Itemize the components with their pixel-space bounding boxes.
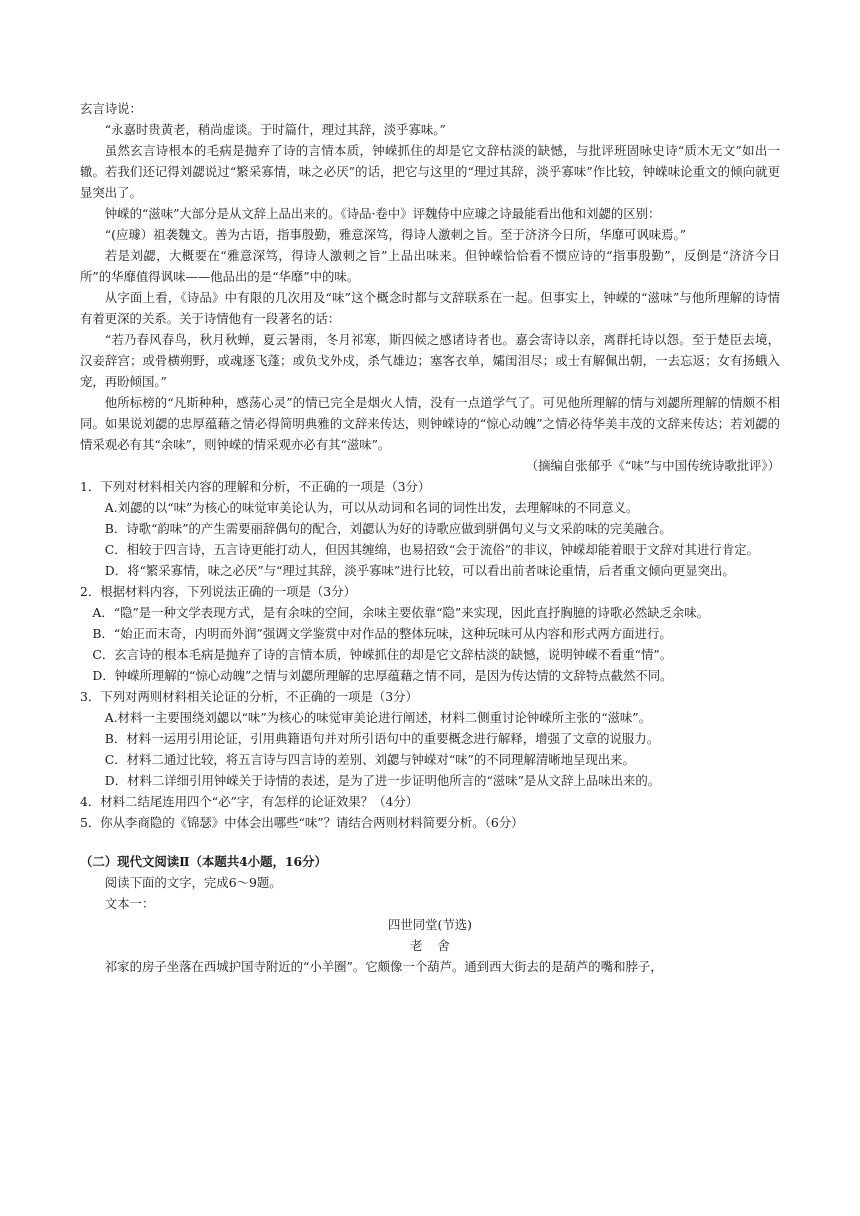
quotation: “(应璩）祖袭魏文。善为古语，指事殷勤，雅意深笃，得诗人激刺之旨。至于济济今日所，华靡可讽味焉。” [104, 227, 687, 242]
option-2a: A．“隐”是一种文学表现方式，是有余味的空间，余味主要依靠“隐”来实现，因此直抒胸臆的诗歌必然缺乏余味。 [92, 605, 710, 620]
text-label: 文本一： [104, 896, 155, 911]
question-1-stem: 1．下列对材料相关内容的理解和分析，不正确的一项是（3分） [80, 479, 431, 494]
paragraph: 钟嵘的“滋味”大部分是从文辞上品出来的。《诗品·卷中》评魏侍中应璩之诗最能看出他和刘勰的区别： [104, 206, 661, 221]
question-5: 5．你从李商隐的《锦瑟》中体会出哪些“味”？请结合两则材料简要分析。（6分） [80, 815, 524, 830]
question-3-stem: 3．下列对两则材料相关论证的分析，不正确的一项是（3分） [80, 689, 418, 704]
spacer [80, 833, 780, 851]
option-2c: C．玄言诗的根本毛病是抛弃了诗的言情本质，钟嵘抓住的却是它文辞枯淡的缺憾，说明钟嵘不看重“情”。 [92, 647, 673, 662]
quotation: “若乃春风春鸟，秋月秋蝉，夏云暑雨，冬月祁寒，斯四候之感诸诗者也。嘉会寄诗以亲，离群托诗以怨。至于楚臣去境，汉妾辞宫；或骨横朔野，或魂逐飞蓬；或负戈外戍，杀气雄边；塞客衣单，孀闺泪尽；或士有解佩出朝，一去忘返；女有扬蛾入宠，再盼倾国。” [80, 332, 780, 389]
paragraph: 虽然玄言诗根本的毛病是抛弃了诗的言情本质，钟嵘抓住的却是它文辞枯淡的缺憾，与批评班固咏史诗“质木无文”如出一辙。若我们还记得刘勰说过“繁采寡情，味之必厌”的话，把它与这里的“理过其辞，淡乎寡味”作比较，钟嵘味论重文的倾向就更显突出了。 [80, 143, 780, 200]
option-3a: A.材料一主要围绕刘勰以“味”为核心的味觉审美论进行阐述，材料二侧重讨论钟嵘所主张的“滋味”。 [104, 710, 652, 725]
questions [80, 476, 780, 833]
option-2d: D．钟嵘所理解的“惊心动魄”之情与刘勰所理解的忠厚蕴藉之情不同，是因为传达情的文辞特点截然不同。 [92, 668, 673, 683]
source-citation: （摘编自张郁乎《“味”与中国传统诗歌批评》） [525, 458, 780, 473]
section-two [80, 851, 780, 977]
option-3b: B．材料一运用引用论证，引用典籍语句并对所引语句中的重要概念进行解释，增强了文章的说服力。 [104, 731, 660, 746]
instruction: 阅读下面的文字，完成6～9题。 [104, 875, 282, 890]
paragraph: 祁家的房子坐落在西城护国寺附近的“小羊圈”。它颇像一个葫芦。通到西大街去的是葫芦的嘴和脖子， [104, 959, 663, 974]
option-3d: D．材料二详细引用钟嵘关于诗情的表述，是为了进一步证明他所言的“滋味”是从文辞上品味出来的。 [104, 773, 661, 788]
option-1d: D．将“繁采寡情，味之必厌”与“理过其辞，淡乎寡味”进行比较，可以看出前者味论重情，后者重文倾向更显突出。 [104, 563, 735, 578]
paragraph: 从字面上看，《诗品》中有限的几次用及“味”这个概念时都与文辞联系在一起。但事实上，钟嵘的“滋味”与他所理解的诗情有着更深的关系。关于诗情他有一段著名的话： [80, 290, 780, 326]
material-two [80, 98, 780, 476]
question-2-stem: 2．根据材料内容，下列说法正确的一项是（3分） [80, 584, 356, 599]
question-4: 4．材料二结尾连用四个“必”字，有怎样的论证效果？（4分） [80, 794, 419, 809]
option-1c: C．相较于四言诗，五言诗更能打动人，但因其缠绵，也易招致“会于流俗”的非议，钟嵘却能着眼于文辞对其进行肯定。 [104, 542, 759, 557]
option-2b: B．“始正而末奇，内明而外润”强调文学鉴赏中对作品的整体玩味，这种玩味可从内容和形式两方面进行。 [92, 626, 672, 641]
paragraph: 若是刘勰，大概要在“雅意深笃，得诗人激刺之旨”上品出味来。但钟嵘恰恰看不惯应诗的“指事殷勤”，反倒是“济济今日所”的华靡值得讽味——他品出的是“华靡”中的味。 [80, 248, 780, 284]
option-1b: B．诗歌“韵味”的产生需要丽辞偶句的配合，刘勰认为好的诗歌应做到骈偶句义与文采韵味的完美融合。 [104, 521, 672, 536]
quotation: “永嘉时贵黄老，稍尚虚谈。于时篇什，理过其辞，淡乎寡味。” [104, 122, 446, 137]
section-heading: （二）现代文阅读Ⅱ（本题共4小题，16分） [80, 854, 327, 869]
paragraph: 他所标榜的“凡斯种种，感荡心灵”的情已完全是烟火人情，没有一点道学气了。可见他所理解的情与刘勰所理解的情颇不相同。如果说刘勰的忠厚蕴藉之情必得简明典雅的文辞来传达，则钟嵘诗的“惊心动魄”之情必待华美丰茂的文辞来传达；若刘勰的情采观必有其“余味”，则钟嵘的情采观亦必有其“滋味”。 [80, 395, 780, 452]
excerpt-title: 四世同堂(节选) [387, 917, 472, 932]
option-3c: C．材料二通过比较，将五言诗与四言诗的差别、刘勰与钟嵘对“味”的不同理解清晰地呈现出来。 [104, 752, 635, 767]
excerpt-author: 老舍 [410, 938, 465, 953]
paragraph: 玄言诗说： [80, 101, 142, 116]
option-1a: A.刘勰的以“味”为核心的味觉审美论认为，可以从动词和名词的词性出发，去理解味的不同意义。 [104, 500, 639, 515]
